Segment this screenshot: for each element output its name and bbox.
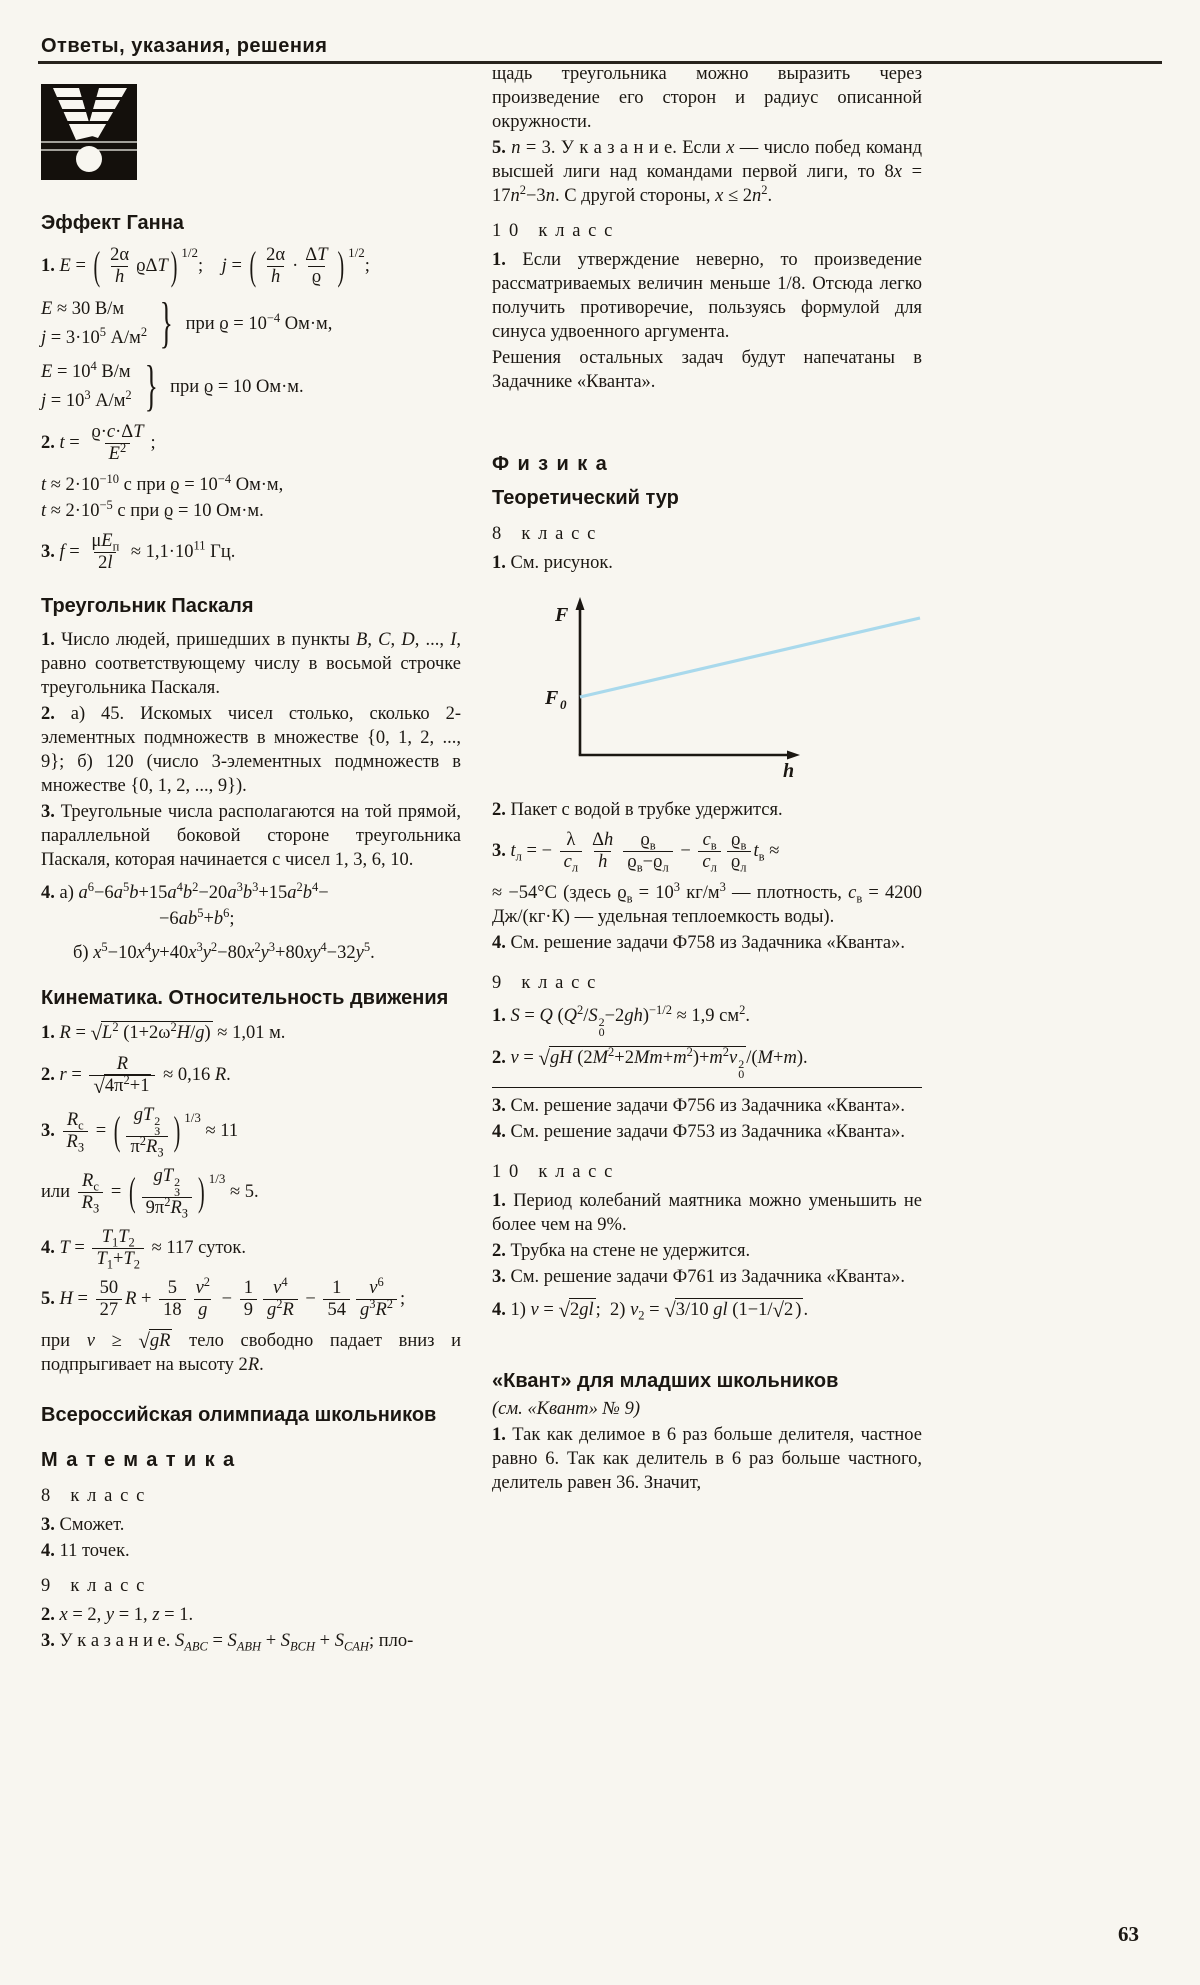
- heading-physics: Физика: [492, 453, 616, 475]
- page-number: 63: [1118, 1922, 1139, 1946]
- physics-10-answer-4: 4. 1) v = √2gl ; 2) $v_2 = √3/10$ gl (1−1/√2 ) .: [492, 1298, 809, 1323]
- physics-10-answer-3: 3. См. решение задачи Ф761 из Задачника «Кванта».: [492, 1267, 906, 1287]
- physics-8-answer-1: 1. См. рисунок.: [492, 553, 613, 573]
- grade-8-label: 8 класс: [41, 1486, 153, 1506]
- physics-8-answer-4: 4. См. решение задачи Ф758 из Задачника «Кванта».: [492, 933, 906, 953]
- heading-kvant-juniors: «Квант» для младших школьников: [492, 1370, 839, 1392]
- pascal-answer-4b: б) $x^5-10x^4y+40x^3y^2-80x^2y^3+80xy^4-32y^5$.: [73, 939, 375, 963]
- math-9-answer-3: 3. У к а з а н и е. $S_{ABC} = S_{ABH} + S_{BCH} + S_{CAH}$; пло-: [41, 1631, 414, 1654]
- right-column: [492, 62, 922, 1497]
- gunn-formula-2: 2. t = $\frac{ϱ\cdot c\cdot\Delta T}{E^2}$ ;: [41, 422, 156, 464]
- logo-stripe: [45, 97, 133, 100]
- physics-8-answer-3-text: ≈ −54°C (здесь $ϱ_в = 10^3$ $кг/м^3$ — плотность, $c_в = 4200$ Дж/(кг·К) — удельная теплоемкость воды).: [492, 879, 922, 927]
- grade-9-label: 9 класс: [41, 1576, 153, 1596]
- logo-question-dot: [76, 146, 102, 172]
- kinematics-answer-2: 2. r = $\frac{R}{√4\pi^2+1}$ ≈ 0,16 R.: [41, 1054, 231, 1098]
- intercept-subscript: 0: [560, 697, 567, 712]
- heading-olympiad: Всероссийская олимпиада школьников: [41, 1404, 437, 1426]
- math-9-answer-3-continuation: щадь треугольника можно выразить через произведение его сторон и радиус описанной окружности.: [492, 64, 922, 132]
- kvant-juniors-reference: (см. «Квант» № 9): [492, 1399, 641, 1419]
- physics-10-answer-2: 2. Трубка на стене не удержится.: [492, 1241, 751, 1261]
- other-solutions-note: Решения остальных задач будут напечатаны в Задачнике «Кванта».: [492, 348, 922, 392]
- pascal-answer-2: 2. а) 45. Искомых чисел столько, сколько 2-элементных подмножеств в множестве {0, 1, 2, ..., 9}; б) 120 (число 3-элементных подмножеств в множестве {0, 1, 2, ..., 9}).: [41, 704, 461, 796]
- force-line: [580, 618, 920, 697]
- physics-9-answer-1: 1. S = Q ($Q^2/S$ 2 0 −2gh)$^{-1/2}$ ≈ 1,9 $см^2$.: [492, 1002, 750, 1039]
- heading-gunn-effect: Эффект Ганна: [41, 212, 184, 234]
- math-8-answer-4: 4. 11 точек.: [41, 1541, 130, 1561]
- question-mark-logo-art: [41, 84, 137, 180]
- pascal-answer-4a: 4. а) $a^6-6a^5b+15a^4b^2-20a^3b^3+15a^2b^4-$ $-6ab^5+b^6$;: [41, 879, 329, 929]
- running-head: Ответы, указания, решения: [41, 35, 328, 57]
- math-8-answer-3: 3. Сможет.: [41, 1515, 125, 1535]
- kinematics-answer-1: 1. $R = √L^2$ $(1+2\omega^2H/g) \approx 1,01$ м.: [41, 1019, 286, 1045]
- kvant-juniors-answer-1: 1. Так как делимое в 6 раз больше делителя, частное равно 6. Так как делитель в 6 раз больше частного, делитель равен 36. Значит,: [492, 1425, 922, 1493]
- math-9-answer-2: 2. x = 2, y = 1, z = 1.: [41, 1605, 194, 1625]
- grade-9-label-physics: 9 класс: [492, 973, 604, 993]
- heading-theoretical-round: Теоретический тур: [492, 487, 679, 509]
- pascal-answer-1: 1. Число людей, пришедших в пункты B, C, D, ..., I, равно соответствующему числу в восьмой строчке треугольника Паскаля.: [41, 630, 462, 698]
- grade-10-label-math: 10 класс: [492, 221, 621, 241]
- physics-9-answer-4: 4. См. решение задачи Ф753 из Задачника «Кванта».: [492, 1122, 906, 1142]
- grade-10-label-physics: 10 класс: [492, 1162, 621, 1182]
- math-9-answer-5: 5. n = 3. У к а з а н и е. Если x — число побед команд высшей лиги над командами первой лиги, то $8x = 17n^2-3n$. С другой стороны, $x \le 2n^2$.: [492, 138, 923, 206]
- physics-9-answer-3: 3. См. решение задачи Ф756 из Задачника «Кванта».: [492, 1096, 906, 1116]
- kinematics-answer-5-note: при v ≥ √gR тело свободно падает вниз и подпрыгивает на высоту 2R.: [41, 1329, 461, 1375]
- heading-kinematics: Кинематика. Относительность движения: [41, 987, 449, 1009]
- kinematics-answer-3: 3. $\frac{R_с}{R_З}$ = ( gT 2 З $\pi^2R_З$ ) $^{1/3}$ ≈ 11: [41, 1105, 239, 1160]
- logo-stripe: [45, 121, 133, 124]
- x-axis-arrow: [787, 751, 800, 760]
- gunn-formula-1: 1. E = ( $\frac{2\alpha}{h}$ ϱΔT ) $^{1/2}$; j = ( $\frac{2\alpha}{h}$ · $\frac{\Delta T}{ϱ}$ ) $^{1/2}$;: [41, 244, 370, 289]
- graph-svg: [492, 591, 922, 781]
- gunn-formula-3: 3. f = $\frac{\mu E_п}{2l}$ ≈ $1,1\cdot 10^{11}$ Гц.: [41, 531, 236, 573]
- kinematics-answer-3-alt: или $\frac{R_с}{R_З}$ = ( gT 2 З $9\pi^2R_З$ ) $^{1/3}$ ≈ 5.: [41, 1166, 259, 1221]
- physics-9-answer-2: 2. v = √gH $(2M^2+2Mm+m^2)+m^2v$ 2 0 /(M+m).: [492, 1045, 922, 1088]
- figure-force-height-graph: [492, 591, 922, 788]
- physics-10-answer-1: 1. Период колебаний маятника можно уменьшить не более чем на 9%.: [492, 1191, 922, 1235]
- physics-8-answer-2: 2. Пакет с водой в трубке удержится.: [492, 800, 783, 820]
- heading-mathematics: Математика: [41, 1449, 243, 1471]
- left-column: [41, 84, 461, 1655]
- question-mark-logo: [41, 84, 461, 187]
- gunn-case-high-resistivity: $E = 10^4$ В/м $j = 10^3$ $А/м^2$ } при ϱ = 10 Ом·м.: [41, 354, 304, 417]
- math-10-answer-1: 1. Если утверждение неверно, то произведение рассматриваемых величин меньше 1/8. Отсюда легко получить противоречие, пользуясь формулой для синуса удвоенного аргумента.: [492, 250, 922, 342]
- x-axis-label: h: [783, 760, 795, 781]
- gunn-result-high: $t \approx 2\cdot 10^{-5}$ с при ϱ = 10 Ом·м.: [41, 497, 264, 521]
- grade-8-label-physics: 8 класс: [492, 524, 604, 544]
- kinematics-answer-5: 5. H = $\frac{50}{27}$ R + $\frac{5}{18}$ $\frac{v^2}{g}$ − $\frac{1}{9}$ $\frac{v^4}{g^2R}$ − $\frac{1}{54}$ $\frac{v^6}{g^3R^2}$ ;: [41, 1274, 406, 1320]
- intercept-label: F: [545, 687, 559, 709]
- pascal-answer-3: 3. Треугольные числа располагаются на той прямой, параллельной боковой стороне треугольника Паскаля, которая начинается с чисел 1, 3, 6, 10.: [41, 802, 461, 870]
- heading-pascal-triangle: Треугольник Паскаля: [41, 595, 254, 617]
- logo-stripe: [45, 109, 133, 112]
- kinematics-answer-4: 4. T = $\frac{T_1T_2}{T_1+T_2}$ ≈ 117 суток.: [41, 1227, 247, 1272]
- gunn-case-low-resistivity: E ≈ 30 В/м $j = 3\cdot 10^5$ $А/м^2$ } при $ϱ = 10^{-4}$ Ом·м,: [41, 291, 333, 354]
- y-axis-label: F: [555, 604, 569, 626]
- physics-8-answer-3-formula: 3. $t_л$ = − $\frac{\lambda}{c_л}$ $\frac{\Delta h}{h}$ $\frac{ϱ_в}{ϱ_в-ϱ_л}$ − $\frac{c_в}{c_л}$ $\frac{ϱ_в}{ϱ_л}$ $t_в$ ≈: [492, 830, 780, 875]
- y-axis-arrow: [576, 597, 585, 610]
- gunn-result-low: $t \approx 2\cdot 10^{-10}$ с при $ϱ = 10^{-4}$ Ом·м,: [41, 471, 284, 495]
